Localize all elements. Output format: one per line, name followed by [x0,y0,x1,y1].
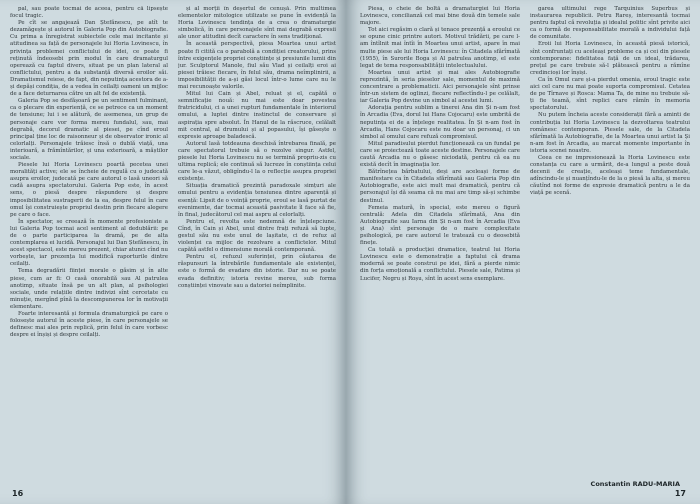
right-page-columns [360,6,690,476]
paragraph: Tot aici regăsim o clară și tenace prezență a eroului ce se opune cinic printre autori. Motivul trădării, pe care l-am întîlnit mai întîi în Moartea unui artist, apare în mai multe piese ale lui Horia Lovinescu: în Citadela sfărîmată (1955), în Surorile Boga și Al patrulea anotimp, el este legat de tema responsabilității intelectualului. [360,27,520,69]
paragraph: Bătrînețea bărbatului, deși are aceleași forme de manifestare ca în Citadela sfărîmată sau Galeria Pop din Autobiografie, este aici mult mai dramatică, pentru că personajul își dă seama că nu mai are timp să-și schimbe destinul. [360,169,520,204]
page-number-left: 16 [12,489,24,498]
page-number-right: 17 [674,489,686,498]
text-column [10,6,168,476]
text-column [530,6,690,476]
paragraph: Foarte interesantă și formula dramaturgică pe care o folosește autorul în aceste piese, în care personajele se definesc mai ales prin replică, prin felul în care vorbesc despre ei înșiși și despre ceilalți. [10,311,168,339]
paragraph: Tema degradării ființei morale o găsim și în alte piese, cum ar fi: O casă onorabilă sau Al patrulea anotimp, situate însă pe un alt plan, al psihologiei sociale, unde relațiile dintre indivizi sînt cercetate cu minuție, mergînd pînă la descompunerea lor în motivații elementare. [10,268,168,310]
paragraph: Femeia matură, în special, este mereu o figură centrală: Adela din Citadela sfărîmată, Ana din Autobiografie sau Iarna din Și n-am fost în Arcadia (Eva și Ana) sînt personaje de o mare complexitate psihologică, pe care autorul le tratează cu o deosebită finețe. [360,204,520,247]
paragraph: Eroii lui Horia Lovinescu, în această piesă istorică, sînt confruntați cu aceleași probleme ca și cei din piesele contemporane: fidelitatea față de un ideal, trădarea, prețul pe care trebuie să-l plătească pentru a rămîne credincioși lor înșiși. [530,41,690,76]
paragraph: În spectator, se creează în momente profesioniste a lui Galeria Pop tocmai acel sentiment al dedublării: pe de o parte participarea la dramă, pe de alta contemplarea ei lucidă. Personajul lui Dan Ștefănescu, în acest spectacol, este mereu prezent, chiar atunci cînd nu vorbește, iar prezența lui modifică raporturile dintre ceilalți. [10,218,168,268]
left-page-columns [10,6,336,476]
left-page [0,0,346,504]
paragraph: pal, sau poate tocmai de aceea, pentru că lipsește focul tragic. [10,6,168,20]
paragraph: Mitul paradisului pierdut funcționează ca un fundal pe care se proiectează toate aceste destine. Personajele care caută Arcadia nu o găsesc niciodată, pentru că ea nu există decît în imaginația lor. [360,140,520,169]
text-column [360,6,520,476]
paragraph: și al morții în deșertul de cenușă. Prin multimea elementelor mitologice utilizate se pune în evidență la Horia Lovinescu tendința de a crea o dramaturgie simbolică, în care personajele sînt mai degrabă expresii ale unor atitudini decît caractere în sens tradițional. [178,6,336,41]
paragraph: Ca în Omul care și-a pierdut omenia, eroul tragic este aici cel care nu mai poate suporta compromisul. Cetatea de pe Tîrnave și Rosca: Mama Ta, de mine nu trebuie să-ți fie teamă, sînt replici care rămîn în memoria spectatorului. [530,76,690,112]
author-signature: Constantin RADU-MARIA [590,480,680,488]
paragraph: Ceea ce ne impresionează la Horia Lovinescu este constanța cu care a urmărit, de-a lungul a peste două decenii de creație, aceleași teme fundamentale, adîncindu-le și nuanțîndu-le de la o piesă la alta, și mereu căutînd noi forme de expresie dramatică pentru a le da viață pe scenă. [530,154,690,197]
paragraph: Mitul lui Cain și Abel, reluat și el, capătă o semnificație nouă: nu mai este doar povestea fratricidului, ci a unei rupturi fundamentale în interiorul omului, a luptei dintre instinctul de conservare și aspirația spre absolut. În Hanul de la răscruce, celălalt mit central, al drumului și al popasului, își găsește o expresie aproape baladescă. [178,91,336,140]
paragraph: Pentru el, refuzul suferinței, prin căutarea de răspunsuri la întrebările fundamentale ale existenței, este o formă de evadare din istorie. Dar nu se poate evada definitiv; istoria revine mereu, sub forma conștiinței vinovate sau a datoriei neîmplinite. [178,254,336,289]
paragraph: Moartea unui artist și mai ales Autobiografie reprezintă, în seria pieselor sale, momentul de maximă concentrare a problematicii. Aici personajele sînt prinse într-un sistem de oglinzi, fiecare reflectîndu-l pe celălalt, iar Galeria Pop devine un simbol al acestei lumi. [360,69,520,105]
paragraph: Pentru el, revolta este nedemnă de înțelepciune. Cînd, în Cain și Abel, unul dintre frați refuză să lupte, gestul său nu este unul de lașitate, ci de refuz al violenței ca mijloc de rezolvare a conflictelor. Mitul capătă astfel o dimensiune morală contemporană. [178,218,336,254]
paragraph: Autorul lasă totdeauna deschisă întrebarea finală, pe care spectatorul trebuie să o rezolve singur. Astfel, piesele lui Horia Lovinescu nu se termină propriu-zis cu ultima replică; ele continuă să lucreze în conștiința celui care le-a văzut, obligîndu-l la o reflecție asupra propriei existențe. [178,140,336,183]
text-column [178,6,336,476]
paragraph: Piesele lui Horia Lovinescu poartă pecetea unei moralități active; ele se încheie de regulă cu o judecată asupra eroilor, judecată pe care autorul o lasă uneori să cadă asupra spectatorului. Galeria Pop este, în acest sens, o piesă despre răspundere și despre imposibilitatea sustragerii de la ea, despre felul în care omul își construiește propriul destin prin fiecare alegere pe care o face. [10,162,168,218]
paragraph: În această perspectivă, piesa Moartea unui artist poate fi citită ca o parabolă a condiției creatorului, prins între exigențele propriei conștiințe și presiunile lumii din jur. Sculptorul Manole, fiul său Vlad și ceilalți eroi ai piesei trăiesc fiecare, în felul său, drama neîmplinirii, a imposibilității de a-și găsi locul într-o lume care nu le mai recunoaște valorile. [178,41,336,91]
paragraph: Adorația pentru sublim a tinerei Ana din Și n-am fost în Arcadia (Eva, dorul lui Hans Cojocaru) este umbrită de neputința ei de a înțelege realitatea. În Și n-am fost în Arcadia, Hans Cojocaru este nu doar un personaj, ci un simbol al omului care refuză compromisul. [360,105,520,140]
paragraph: Situația dramatică prezintă paradoxale simțuri ale omului pentru a evidenția tensiunea dintre aparență și esență: Lipsit de o voință proprie, eroul se lasă purtat de evenimente, dar tocmai această pasivitate îl face să fie, în final, judecătorul cel mai aspru al celorlalți. [178,183,336,218]
paragraph: garea ultimului rege Tarquinius Superbus și instaurarea republicii. Petru Rareș, interesantă tocmai pentru faptul că revoluția și idealul politic sînt privite aici ca o formă de responsabilitate morală a individului față de comunitate. [530,6,690,41]
paragraph: Nu putem încheia aceste considerații fără a aminti de contribuția lui Horia Lovinescu la dezvoltarea teatrului românesc contemporan. Piesele sale, de la Citadela sfărîmată la Autobiografie, de la Moartea unui artist la Și n-am fost în Arcadia, au marcat momente importante în istoria scenei noastre. [530,112,690,154]
paragraph: Ca totală a producției dramatice, teatrul lui Horia Lovinescu este o demonstrație a faptului că drama modernă se poate construi pe idei, fără a pierde nimic din forța emoțională a conflictului. Piesele sale, Patima și Lucifer, Negru și Roșu, sînt în acest sens exemplare. [360,247,520,282]
paragraph: Piesa, o cheie de boltă a dramaturgiei lui Horia Lovinescu, concilianză cel mai bine două din temele sale majore. [360,6,520,27]
paragraph: Pe cît se angajează Dan Ștefănescu, pe atît te dezamăgește și autorul în Galeria Pop din Autobiografie. Cu prima a înregistrat subiectele cele mai incitante și atitudinea sa față de personajele lui Horia Lovinescu, în privința problemei conflictului de idei, ce poate fi reținută îndeosebi prin modul în care dramaturgul operează cu faptul divers, situat pe un plan lateral al conflictului, pentru a da substanță diversă eroilor săi. Dramatismul reiese, de fapt, din neputința acestora de a-și depăși condiția, de a vedea în ceilalți oameni un mijloc de a face deturnarea către un alt fel de existență. [10,20,168,98]
paragraph: Galeria Pop se desfășoară pe un sentiment fulminant, ca o plecare din experiență, ce se petrece ca un moment de tensiune; lui i se alătură, de asemenea, un grup de personaje care vor forma mereu fundalul, sau, mai degrabă, decorul dramatic al piesei, pe cînd eroul principal ține loc de raisonneur și de observator ironic al celorlalți. Personajele trăiesc însă o dublă viață, una interioară, a frămîntărilor, și una exterioară, a măștilor sociale. [10,98,168,161]
right-page [346,0,700,504]
